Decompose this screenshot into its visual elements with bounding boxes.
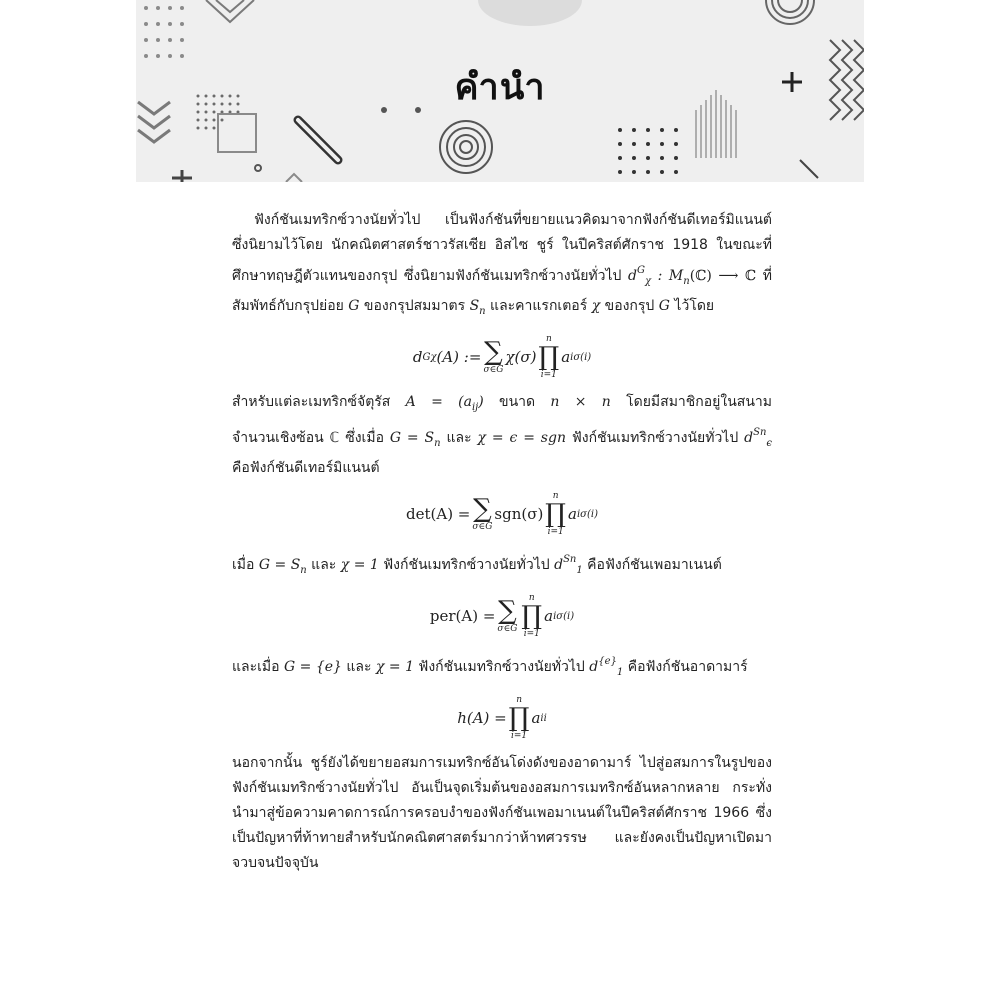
text: และเมื่อ <box>232 659 284 675</box>
math-sub: χ <box>644 276 652 287</box>
text: ฟังก์ชันเมทริกซ์วางนัยทั่วไป <box>378 557 555 573</box>
sum-operator <box>472 496 492 532</box>
concentric-circles <box>440 121 492 173</box>
product-operator <box>521 593 542 639</box>
text: และ <box>440 430 478 446</box>
paragraph-3 <box>232 547 772 583</box>
eq-lhs: h(A) = <box>457 708 507 727</box>
sum-symbol: ∑ <box>498 596 517 626</box>
prod-upper: n <box>528 593 535 603</box>
math-sub: 1 <box>616 667 624 678</box>
sum-limit: σ∈G <box>472 522 493 532</box>
math: χ = 1 <box>340 557 379 573</box>
text: ฟังก์ชันเมทริกซ์วางนัยทั่วไป <box>413 659 590 675</box>
sum-limit: σ∈G <box>483 365 504 375</box>
math-sup: Sn <box>753 427 767 438</box>
eq-sub: χ <box>430 351 437 363</box>
text: ที่สัมพัทธ์กับกรุปย่อย <box>232 268 773 314</box>
math: G <box>658 298 670 314</box>
math: (ℂ) ⟶ ℂ <box>689 268 757 284</box>
eq-term: a <box>561 347 571 366</box>
math-sub: ij <box>471 402 479 413</box>
sum-operator <box>483 339 503 375</box>
eq-sub: iσ(i) <box>553 610 575 622</box>
math-sup: G <box>636 265 645 276</box>
math: d <box>589 659 599 675</box>
eq-lhs-rest: (A) := <box>436 347 482 366</box>
prod-lower: i=1 <box>547 527 564 537</box>
math: S <box>469 298 480 314</box>
prod-upper: n <box>552 491 559 501</box>
math: χ <box>591 298 601 314</box>
paragraph-1 <box>232 208 772 324</box>
dot-grid-right <box>618 128 678 174</box>
math-sub: 1 <box>576 565 583 576</box>
eq-lhs: det(A) = <box>406 504 471 523</box>
striped-circle <box>766 0 814 24</box>
top-circle <box>478 0 582 26</box>
text: คือฟังก์ชันดีเทอร์มิแนนต์ <box>232 460 380 476</box>
prod-upper: n <box>545 334 552 344</box>
diagonal-line <box>800 160 818 178</box>
prod-symbol: ∏ <box>538 342 560 372</box>
math-sub: n <box>300 565 307 576</box>
math: n × n <box>550 394 611 410</box>
math: G = {e} <box>284 659 342 675</box>
small-circle <box>255 165 261 171</box>
eq-sup: G <box>422 351 431 363</box>
math-sup: Sn <box>563 554 577 565</box>
text: และ <box>341 659 376 675</box>
text: ของกรุปสมมาตร <box>359 298 470 314</box>
product-operator <box>545 491 566 537</box>
prod-symbol: ∏ <box>508 703 530 733</box>
equation-3 <box>232 593 772 639</box>
math-sub: n <box>683 276 690 287</box>
sum-symbol: ∑ <box>473 494 492 524</box>
diamond-shape <box>206 0 254 22</box>
math: d <box>628 268 637 284</box>
equation-2 <box>232 491 772 537</box>
text: ฟังก์ชันเมทริกซ์วางนัยทั่วไป <box>565 430 745 446</box>
math-sub: ϵ <box>766 438 772 449</box>
text: สำหรับแต่ละเมทริกซ์จัตุรัส <box>232 394 406 410</box>
text: ไว้โดย <box>669 298 715 314</box>
eq-sub: iσ(i) <box>570 351 592 363</box>
math: G = S <box>258 557 301 573</box>
outline-square <box>218 114 256 152</box>
eq-lhs: per(A) = <box>429 606 496 625</box>
equation-4 <box>232 695 772 741</box>
prod-symbol: ∏ <box>545 499 566 529</box>
math: : M <box>651 268 684 284</box>
sum-operator <box>497 598 517 634</box>
product-operator <box>538 334 559 380</box>
paragraph-2 <box>232 390 772 481</box>
capsule-shape <box>298 120 338 160</box>
math: ) <box>478 394 484 410</box>
paragraph-5: นอกจากนั้น ชูร์ยังได้ขยายอสมการเมทริกซ์อันโด่งดังของอาดามาร์ ไปสู่อสมการในรูปของฟังก์ชันเมทริกซ์วางนัยทั่วไป อันเป็นจุดเริ่มต้นของอสมการเมทริกซ์อันหลากหลาย กระทั่งนำมาสู่ข้อความคาดการณ์การครอบงำของฟังก์ชันเพอมาเนนต์ในปีคริสต์ศักราช 1966 ซึ่งเป็นปัญหาที่ท้าทายสำหรับนักคณิตศาสตร์มากว่าห้าทศวรรษ และยังคงเป็นปัญหาเปิดมาจวบจนปัจจุบัน <box>232 755 772 871</box>
text: คือฟังก์ชันอาดามาร์ <box>623 659 748 675</box>
equation-1 <box>232 334 772 380</box>
prod-symbol: ∏ <box>521 601 543 631</box>
text: ของกรุป <box>600 298 659 314</box>
eq-sub: ii <box>540 712 547 724</box>
prod-lower: i=1 <box>540 370 557 380</box>
prod-lower: i=1 <box>511 731 528 741</box>
math: d <box>554 557 564 573</box>
eq-term: χ(σ) <box>505 347 537 366</box>
math: χ = ϵ = sgn <box>477 430 566 446</box>
dot-grid-topleft <box>144 6 184 58</box>
math-sub: n <box>434 438 441 449</box>
product-operator <box>509 695 530 741</box>
math: G <box>348 298 360 314</box>
small-triangle <box>286 174 302 182</box>
eq-term: a <box>568 504 577 523</box>
prod-lower: i=1 <box>523 629 540 639</box>
sum-symbol: ∑ <box>484 337 503 367</box>
prod-upper: n <box>516 695 522 705</box>
plus-shape <box>172 170 192 182</box>
text: คือฟังก์ชันเพอมาเนนต์ <box>582 557 722 573</box>
math-sup: {e} <box>598 656 617 667</box>
math: d <box>744 430 754 446</box>
eq-term: sgn(σ) <box>494 504 544 523</box>
math: χ = 1 <box>375 659 414 675</box>
eq-term: a <box>531 708 541 727</box>
text: ฟังก์ชันเมทริกซ์วางนัยทั่วไป เป็นฟังก์ชันที่ขยายแนวคิดมาจากฟังก์ชันดีเทอร์มิแนนต์ ซึ่งนิยามไว้โดย นักคณิตศาสตร์ชาวรัสเซีย อิสไซ ชูร์ ในปีคริสต์ศักราช 1918 ในขณะที่ศึกษาทฤษฎีตัวแทนของกรุป ซึ่งนิยามฟังก์ชันเมทริกซ์วางนัยทั่วไป <box>232 212 772 284</box>
eq-lhs: d <box>412 347 423 366</box>
math: G = S <box>389 430 435 446</box>
text: และ <box>306 557 341 573</box>
page-title: คำนำ <box>454 67 546 108</box>
text: และคาแรกเตอร์ <box>485 298 592 314</box>
paragraph-4 <box>232 649 772 685</box>
sum-limit: σ∈G <box>497 624 518 634</box>
header-banner <box>136 0 864 182</box>
math-sub: n <box>479 306 486 317</box>
text: ขนาด <box>483 394 551 410</box>
math: A = (a <box>405 394 472 410</box>
text: โดยมีสมาชิกอยู่ในสนามจำนวนเชิงซ้อน ℂ ซึ่งเมื่อ <box>232 394 772 446</box>
eq-sub: iσ(i) <box>576 508 598 520</box>
text: เมื่อ <box>232 557 259 573</box>
preface-content <box>232 208 772 876</box>
eq-term: a <box>544 606 554 625</box>
